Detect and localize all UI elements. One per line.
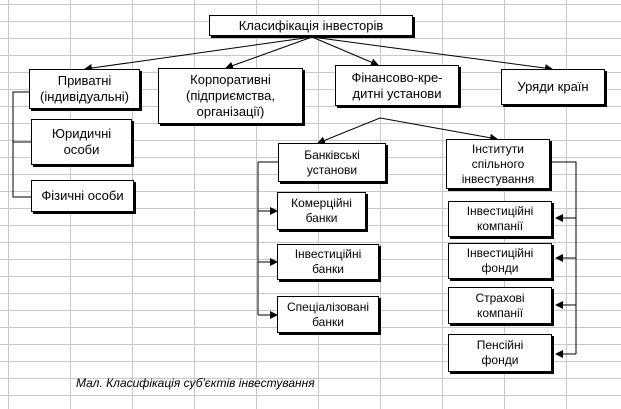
pension-funds-box: Пенсійні фонди xyxy=(448,334,552,372)
arrow-financial-institutes xyxy=(380,118,497,139)
figure-caption: Мал. Класифікація суб'єктів інвестування xyxy=(76,376,315,390)
bracket-banks xyxy=(258,162,278,315)
governments-box: Уряди країн xyxy=(501,69,605,105)
corporate-box: Корпоративні (підприємства, організації) xyxy=(158,68,303,124)
root-box: Класифікація інвесторів xyxy=(209,15,413,36)
financial-institutions-box: Фінансово-кре- дитні установи xyxy=(335,65,459,106)
insurance-companies-box: Страхові компанії xyxy=(448,287,552,324)
investment-companies-box: Інвестиційні компанії xyxy=(448,201,552,237)
banking-institutions-box: Банківські установи xyxy=(278,143,386,182)
commercial-banks-box: Комерційні банки xyxy=(277,192,366,230)
investment-banks-box: Інвестиційні банки xyxy=(277,244,379,280)
physical-persons-box: Фізичні особи xyxy=(31,180,134,212)
specialized-banks-box: Спеціалізовані банки xyxy=(277,296,379,333)
collective-investment-box: Інститути спільного інвестування xyxy=(446,139,550,189)
arrow-financial-banks xyxy=(318,118,380,143)
private-box: Приватні (індивідуальні) xyxy=(29,69,140,109)
arrow-root-corporate xyxy=(226,37,312,68)
legal-entities-box: Юридичні особи xyxy=(31,119,132,165)
investment-funds-box: Інвестиційні фонди xyxy=(448,243,552,279)
arrow-root-private xyxy=(85,37,312,69)
